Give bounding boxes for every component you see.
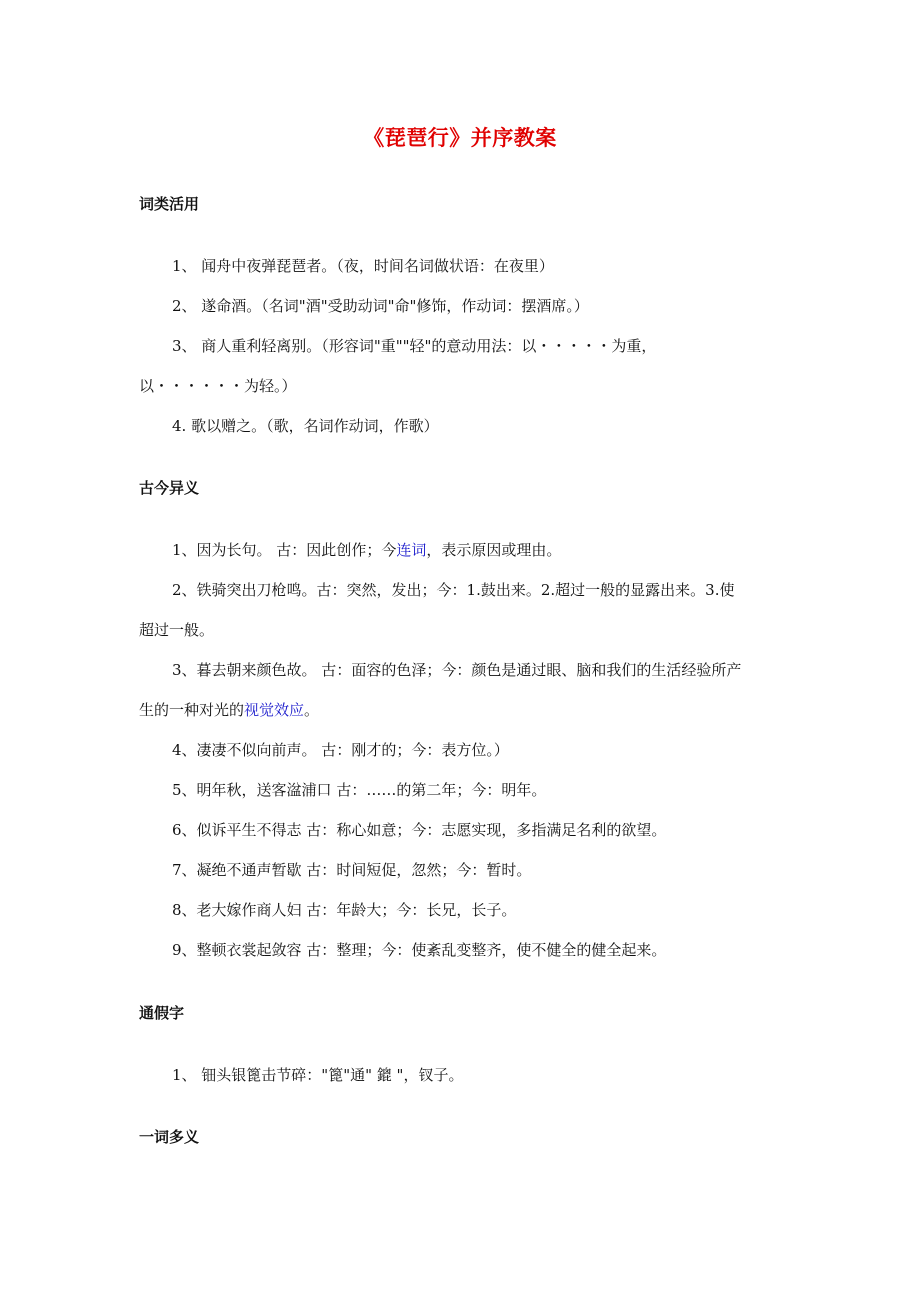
- item-text: ，表示原因或理由。: [426, 541, 562, 559]
- section-heading-ancient-modern: 古今异义: [139, 479, 200, 497]
- list-item: 1、 闻舟中夜弹琵琶者。（夜，时间名词做状语：在夜里）: [172, 257, 554, 275]
- list-item: 5、明年秋，送客湓浦口 古：……的第二年；今：明年。: [172, 781, 547, 799]
- section-heading-polysemy: 一词多义: [139, 1128, 200, 1146]
- list-item: 9、整顿衣裳起敛容 古：整理；今：使紊乱变整齐，使不健全的健全起来。: [172, 941, 667, 959]
- list-item-continuation: 以・・・・・・为轻。）: [139, 377, 297, 395]
- list-item: 6、似诉平生不得志 古：称心如意；今：志愿实现，多指满足名利的欲望。: [172, 821, 667, 839]
- list-item: 4. 歌以赠之。（歌，名词作动词，作歌）: [172, 417, 439, 435]
- list-item: 2、 遂命酒。（名词"酒"受助动词"命"修饰，作动词：摆酒席。）: [172, 297, 589, 315]
- list-item-continuation: [139, 699, 319, 720]
- link-visual-effect[interactable]: 视觉效应: [244, 701, 305, 719]
- list-item: [172, 539, 561, 560]
- list-item: 8、老大嫁作商人妇 古：年龄大；今：长兄，长子。: [172, 901, 517, 919]
- list-item: 3、暮去朝来颜色故。 古：面容的色泽；今：颜色是通过眼、脑和我们的生活经验所产: [172, 661, 742, 679]
- link-conjunction[interactable]: 连词: [396, 541, 427, 559]
- section-heading-word-class: 词类活用: [139, 195, 200, 213]
- section-heading-interchangeable: 通假字: [139, 1004, 185, 1022]
- item-text: 1、因为长句。 古：因此创作；今: [172, 541, 397, 559]
- list-item-continuation: 超过一般。: [139, 621, 215, 639]
- list-item: 2、铁骑突出刀枪鸣。古：突然，发出；今：1.鼓出来。2.超过一般的显露出来。3.使: [172, 581, 735, 599]
- list-item: 1、 钿头银篦击节碎："篦"通" 鎞 "，钗子。: [172, 1066, 464, 1084]
- item-text: 。: [304, 701, 320, 719]
- list-item: 3、 商人重利轻离别。（形容词"重""轻"的意动用法：以・・・・・为重，: [172, 337, 657, 355]
- list-item: 4、凄凄不似向前声。 古：刚才的；今：表方位。）: [172, 741, 509, 759]
- list-item: 7、凝绝不通声暂歇 古：时间短促，忽然；今：暂时。: [172, 861, 532, 879]
- document-title: 《琵琶行》并序教案: [363, 126, 557, 150]
- item-text: 生的一种对光的: [139, 701, 245, 719]
